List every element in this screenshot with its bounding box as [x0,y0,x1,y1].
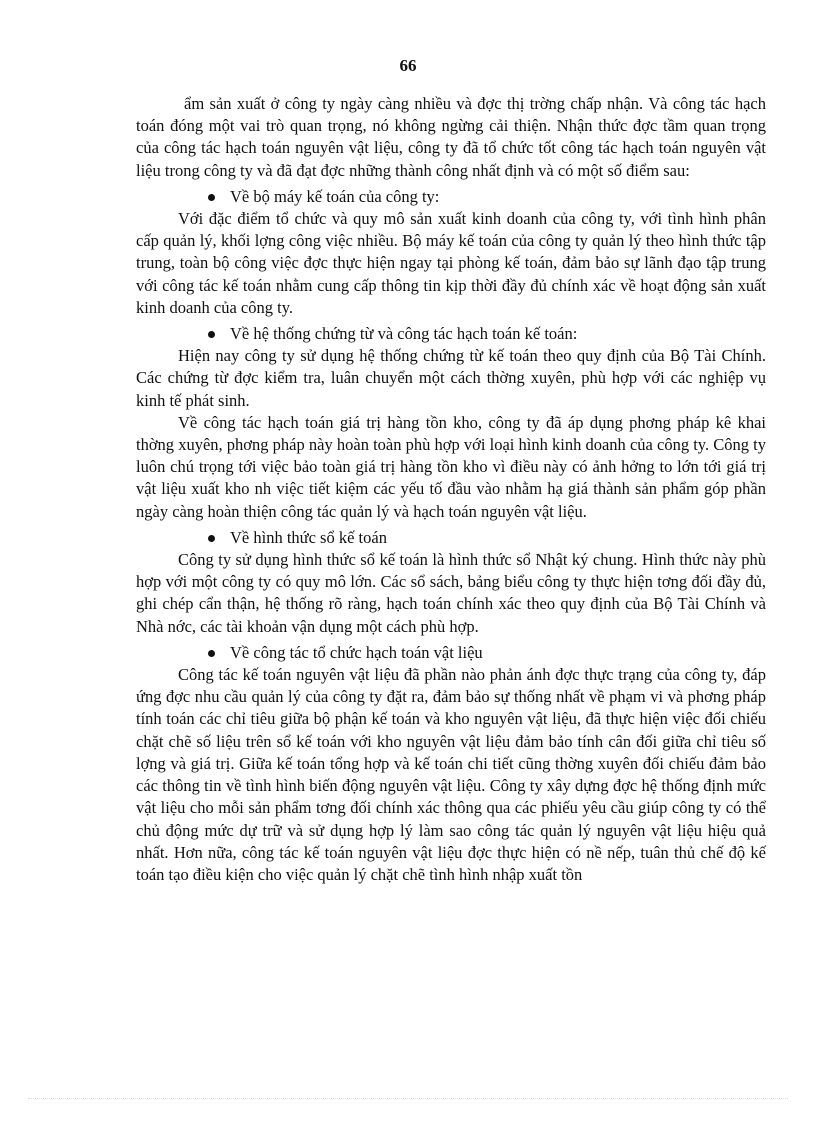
page-bottom-divider [28,1098,788,1099]
paragraph-inventory-method: Về công tác hạch toán giá trị hàng tồn kho, công ty đã áp dụng phơng pháp kê khai thờng xuyên, phơng pháp này hoàn toàn phù hợp với loại hình kinh doanh của công ty. Công ty luôn chú trọng tới việc bảo toàn giá trị hàng tồn kho vì điều này có ảnh hởng to lớn tới giá trị vật liệu xuất kho nh việc tiết kiệm các yếu tố đầu vào nhằm hạ giá thành sản phẩm góp phần ngày càng hoàn thiện công tác quản lý và hạch toán nguyên vật liệu. [136,412,766,521]
section-heading-documents-system: Về hệ thống chứng từ và công tác hạch toán kế toán: [136,323,766,345]
bullet-icon [208,650,215,657]
paragraph-material-accounting: Công tác kế toán nguyên vật liệu đã phần nào phản ánh đợc thực trạng của công ty, đáp ứng đợc nhu cầu quản lý của công ty đặt ra, đảm bảo sự thống nhất về phạm vi và phơng pháp tính toán các chỉ tiêu giữa bộ phận kế toán và kho nguyên vật liệu, đã thực hiện việc đối chiếu chặt chẽ số liệu trên sổ kế toán với kho nguyên vật liệu đảm bảo tính cân đối giữa chỉ tiêu số lợng và giá trị. Giữa kế toán tổng hợp và kế toán chi tiết cũng thờng xuyên đối chiếu đảm bảo các thông tin về tình hình biến động nguyên vật liệu. Công ty xây dựng đợc hệ thống định mức vật liệu cho mỗi sản phẩm tơng đối chính xác thông qua các phiếu yêu cầu giúp công ty có thể chủ động mức dự trữ và sử dụng hợp lý làm sao công tác quản lý nguyên vật liệu hiệu quả nhất. Hơn nữa, công tác kế toán nguyên vật liệu đợc thực hiện có nề nếp, tuân thủ chế độ kế toán tạo điều kiện cho việc quản lý chặt chẽ tình hình nhập xuất tồn [136,665,766,884]
bullet-icon [208,535,215,542]
section-heading-material-accounting: Về công tác tổ chức hạch toán vật liệu [136,642,766,664]
section-heading-ledger-form: Về hình thức sổ kế toán [136,527,766,549]
paragraph-ledger-form: Công ty sử dụng hình thức sổ kế toán là hình thức sổ Nhật ký chung. Hình thức này phù hợp với một công ty có quy mô lớn. Các sổ sách, bảng biểu công ty thực hiện tơng đối đầy đủ, ghi chép cẩn thận, hệ thống rõ ràng, hạch toán chính xác theo quy định của Bộ Tài Chính và Nhà nớc, các tài khoản vận dụng một cách phù hợp. [136,550,766,636]
bullet-icon [208,194,215,201]
section-heading-accounting-apparatus: Về bộ máy kế toán của công ty: [136,186,766,208]
intro-paragraph: ẩm sản xuất ở công ty ngày càng nhiều và đợc thị trờng chấp nhận. Và công tác hạch toán đóng một vai trò quan trọng, nó không ngừng cải thiện. Nhận thức đợc tầm quan trọng của công tác hạch toán nguyên vật liệu, công ty đã tổ chức tốt công tác hạch toán nguyên vật liệu trong công ty và đã đạt đợc những thành công nhất định và có một số điểm sau: [136,94,766,180]
paragraph-documents-system: Hiện nay công ty sử dụng hệ thống chứng từ kế toán theo quy định của Bộ Tài Chính. Các chứng từ đợc kiểm tra, luân chuyển một cách thờng xuyên, phù hợp với các nghiệp vụ kinh tế phát sinh. [136,346,766,410]
page-number: 66 [399,56,417,75]
body-text [136,93,766,886]
paragraph-accounting-apparatus: Với đặc điểm tổ chức và quy mô sản xuất kinh doanh của công ty, với tình hình phân cấp quản lý, khối lợng công việc nhiều. Bộ máy kế toán của công ty quản lý theo hình thức tập trung, toàn bộ công việc đợc thực hiện ngay tại phòng kế toán, đảm bảo sự lãnh đạo tập trung với công tác kế toán nhằm cung cấp thông tin kịp thời đầy đủ chính xác về hoạt động sản xuất kinh doanh của công ty. [136,209,766,317]
bullet-icon [208,331,215,338]
